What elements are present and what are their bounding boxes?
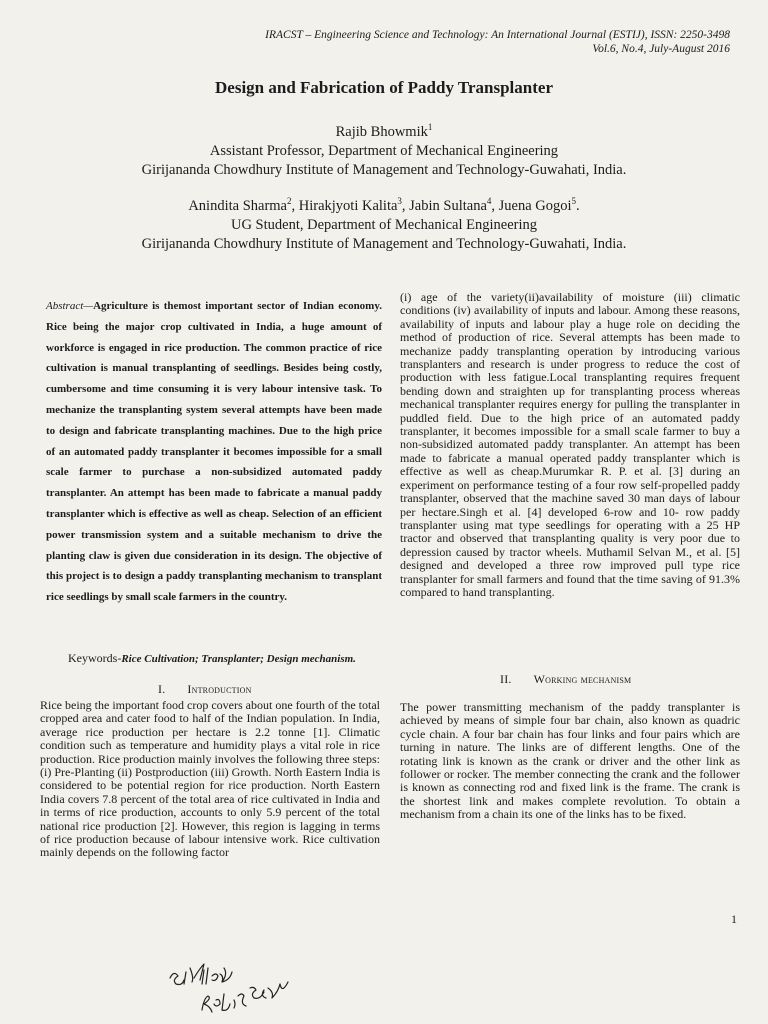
section-heading-introduction: I. Introduction — [158, 682, 252, 696]
paper-title: Design and Fabrication of Paddy Transplanter — [215, 78, 553, 97]
page-number: 1 — [731, 912, 737, 926]
author-name: Rajib Bhowmik$^1$ — [335, 122, 433, 140]
journal-volume: Vol.6, No.4, July-August 2016 — [592, 43, 730, 55]
author-affiliation: Girijananda Chowdhury Institute of Management and Technology-Guwahati, India. — [141, 235, 627, 252]
abstract-lead: Abstract— — [46, 300, 94, 312]
section-heading-working-mechanism: II. Working mechanism — [500, 672, 632, 686]
author-position: UG Student, Department of Mechanical Engineering — [230, 216, 537, 233]
author-block-1 — [0, 118, 768, 180]
keywords-label: Keywords- — [68, 651, 122, 665]
abstract-text: Agriculture is themost important sector of Indian economy. Rice being the major crop cultivated in India, a huge amount of workforce is engaged in rice production. The common practice of rice cultivation is manual transplanting of seedlings. Besides being costly, cumbersome and time consuming it is very labour intensive task. To mechanize the transplanting system several attempts have been made to design and fabricate transplanting machines. Due to the high price of an automated paddy transplanter it becomes impossible for a small scale farmer to purchase a non-subsidized automated paddy transplanter. An attempt has been made to fabricate a manual paddy transplanter which is effective as well as cheap. Selection of an efficient power transmission system and a suitable mechanism to drive the planting claw is given due consideration in its design. The objective of this project is to design a paddy transplanting mechanism to transplant rice seedlings by small scale farmers in the country. — [46, 300, 382, 604]
handwritten-signature — [160, 938, 310, 1018]
journal-name: IRACST – Engineering Science and Technology: An International Journal (ESTIJ), ISSN: 2250-3498 — [265, 29, 730, 41]
abstract — [46, 296, 382, 608]
author-names: Anindita Sharma$^2$, Hirakjyoti Kalita$^3$, Jabin Sultana$^4$, Juena Gogoi$^5$. — [188, 196, 580, 214]
author-position: Assistant Professor, Department of Mechanical Engineering — [209, 142, 559, 159]
author-affiliation: Girijananda Chowdhury Institute of Management and Technology-Guwahati, India. — [141, 161, 627, 178]
keywords-value: Rice Cultivation; Transplanter; Design mechanism. — [121, 653, 356, 665]
author-block-2 — [0, 192, 768, 254]
journal-header — [265, 28, 730, 56]
working-mechanism-text: The power transmitting mechanism of the paddy transplanter is achieved by means of simple four bar chain, also known as quadric cycle chain. A four bar chain has four links and four pairs which are turning in nature. The links are of different lengths. One of the rotating link is known as the crank or driver and the other link as follower or rocker. The member connecting the crank and the follower is known as connecting rod and fixed link is the frame. The crank is the shortest link and makes complete revolution. To obtain a mechanism from a chain its one of the links has to be fixed. — [400, 700, 740, 822]
intro-continuation: (i) age of the variety(ii)availability of moisture (iii) climatic conditions (iv) availability of inputs and labour. Among these reasons, availability of inputs and labour play a huge role on deciding the method of production of rice. Several attempts has been made to mechanize paddy transplanting operation by introducing various transplanters and research is under progress to reduce the cost of production with less fatigue.Local transplanting requires frequent bending down and straighten up for transplanting process whereas mechanical transplanter requires energy for pulling the transplanter in puddled field. Due to the high price of an automated paddy transplanter, it becomes impossible for a small scale farmer to buy a non-subsidized automated paddy transplanter. An attempt has been made to fabricate a manual operated paddy transplanter which is effective as well as cheap.Murumkar R. P. et al. [3] during an experiment on performance testing of a four row self-propelled paddy transplanter, observed that the machine saved 30 man days of labour per hectare.Singh et al. [4] developed 6-row and 10- row paddy transplanter using mat type seedlings for operating with a 25 HP tractor and observed that transplanting quality is very poor due to depression caused by tractor wheels. Muthamil Selvan M., et al. [5] designed and developed a three row improved pull type rice transplanter for small farmers and found that the time saving of 91.3% compared to hand transplanting. — [400, 290, 740, 599]
introduction-text: Rice being the important food crop covers about one fourth of the total cropped area and cater food to half of the Indian population. In India, average rice production per hectare is 2.2 tonne [1]. Climatic condition such as temperature and humidity plays a vital role in rice production. Rice production mainly involves the following three steps: (i) Pre-Planting (ii) Postproduction (iii) Growth. North Eastern India is considered to be potential region for rice production. North Eastern India covers 7.8 percent of the total area of rice cultivated in India and in terms of rice production, accounts to only 5.9 percent of the total national rice production [2]. However, this region is lagging in terms of rice production because of labour intensive work. Rice cultivation mainly depends on the following factor — [40, 698, 380, 860]
keywords — [68, 651, 356, 666]
